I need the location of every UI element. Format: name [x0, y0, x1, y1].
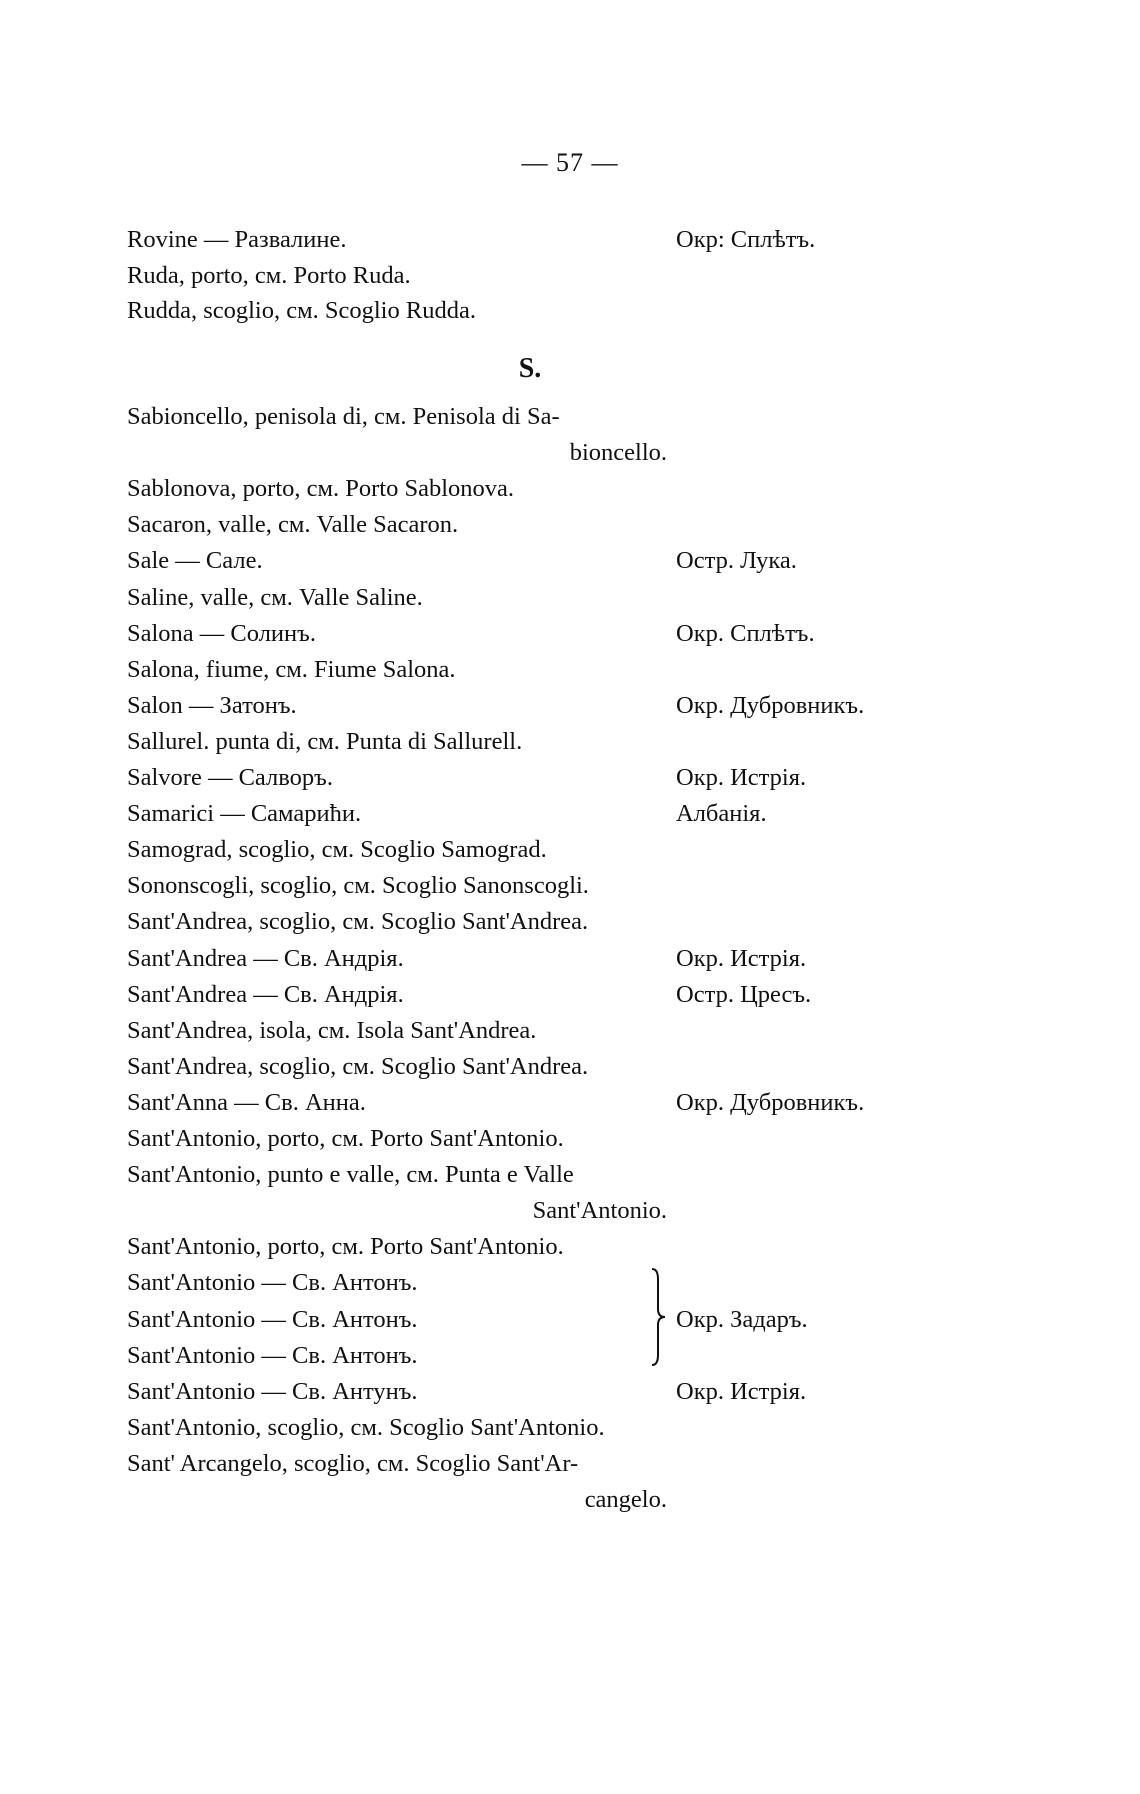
entry-location: Окр. Истрія.	[676, 764, 807, 791]
entry-text: Rudda, scoglio, см. Scoglio Rudda.	[127, 297, 476, 324]
entry-text: Sablonova, porto, см. Porto Sablonova.	[127, 475, 515, 502]
entry-text: Saline, valle, см. Valle Saline.	[127, 584, 423, 611]
entry-text: cangelo.	[584, 1486, 667, 1513]
page-number: — 57 —	[521, 148, 619, 177]
entry-text: Sant' Arcangelo, scoglio, см. Scoglio Sant'Ar-	[127, 1450, 579, 1477]
entry-text: Sant'Antonio, scoglio, см. Scoglio Sant'Antonio.	[127, 1414, 605, 1441]
entry-text: Sant'Antonio — Св. Антонъ.	[127, 1269, 418, 1296]
entry-text: Ruda, porto, см. Porto Ruda.	[127, 262, 411, 289]
entry-location: Окр. Задаръ.	[676, 1306, 808, 1333]
entry-text: Sant'Andrea — Св. Андрія.	[127, 981, 404, 1008]
entry-text: Salvore — Салворъ.	[127, 764, 333, 791]
entry-text: Sant'Antonio — Св. Антунъ.	[127, 1378, 418, 1405]
entry-text: Sant'Antonio, porto, см. Porto Sant'Antonio.	[127, 1125, 564, 1152]
entry-text: Sant'Andrea, scoglio, см. Scoglio Sant'Andrea.	[127, 908, 589, 935]
entry-text: Salona, fiume, см. Fiume Salona.	[127, 656, 456, 683]
entry-text: Sant'Anna — Св. Анна.	[127, 1089, 366, 1116]
entry-text: Salon — Затонъ.	[127, 692, 297, 719]
entry-text: Sant'Antonio — Св. Антонъ.	[127, 1342, 418, 1369]
section-heading: S.	[518, 353, 542, 384]
entry-text: Rovine — Развалине.	[127, 226, 347, 253]
entry-text: Salona — Солинъ.	[127, 620, 316, 647]
entry-text: Sant'Andrea, isola, см. Isola Sant'Andrea.	[127, 1017, 537, 1044]
entry-text: Sant'Antonio, porto, см. Porto Sant'Antonio.	[127, 1233, 564, 1260]
entry-text: Sallurel. punta di, см. Punta di Sallurell.	[127, 728, 523, 755]
entry-text: Sant'Antonio, punto e valle, см. Punta e Valle	[127, 1161, 574, 1188]
entry-text: Sabioncello, penisola di, см. Penisola di Sa-	[127, 403, 560, 430]
entry-location: Окр. Сплѣтъ.	[676, 620, 815, 647]
entry-location: Окр. Истрія.	[676, 945, 807, 972]
entry-location: Остр. Цресъ.	[676, 981, 812, 1008]
entry-text: Sant'Antonio.	[532, 1197, 667, 1224]
entry-location: Албанія.	[676, 800, 767, 827]
entry-text: Sant'Andrea, scoglio, см. Scoglio Sant'Andrea.	[127, 1053, 589, 1080]
entry-text: Sacaron, valle, см. Valle Sacaron.	[127, 511, 459, 538]
entry-location: Окр: Сплѣтъ.	[676, 226, 816, 253]
entry-location: Окр. Дубровникъ.	[676, 1089, 865, 1116]
entry-text: bioncello.	[569, 439, 667, 466]
entry-text: Samograd, scoglio, см. Scoglio Samograd.	[127, 836, 547, 863]
entry-location: Окр. Истрія.	[676, 1378, 807, 1405]
entry-text: Samarici — Самарићи.	[127, 800, 362, 827]
entry-text: Sant'Andrea — Св. Андрія.	[127, 945, 404, 972]
brace-bracket	[650, 1267, 668, 1367]
entry-text: Sononscogli, scoglio, см. Scoglio Sanonscogli.	[127, 872, 589, 899]
entry-location: Окр. Дубровникъ.	[676, 692, 865, 719]
entry-text: Sale — Сале.	[127, 547, 263, 574]
entry-location: Остр. Лука.	[676, 547, 797, 574]
entry-text: Sant'Antonio — Св. Антонъ.	[127, 1306, 418, 1333]
